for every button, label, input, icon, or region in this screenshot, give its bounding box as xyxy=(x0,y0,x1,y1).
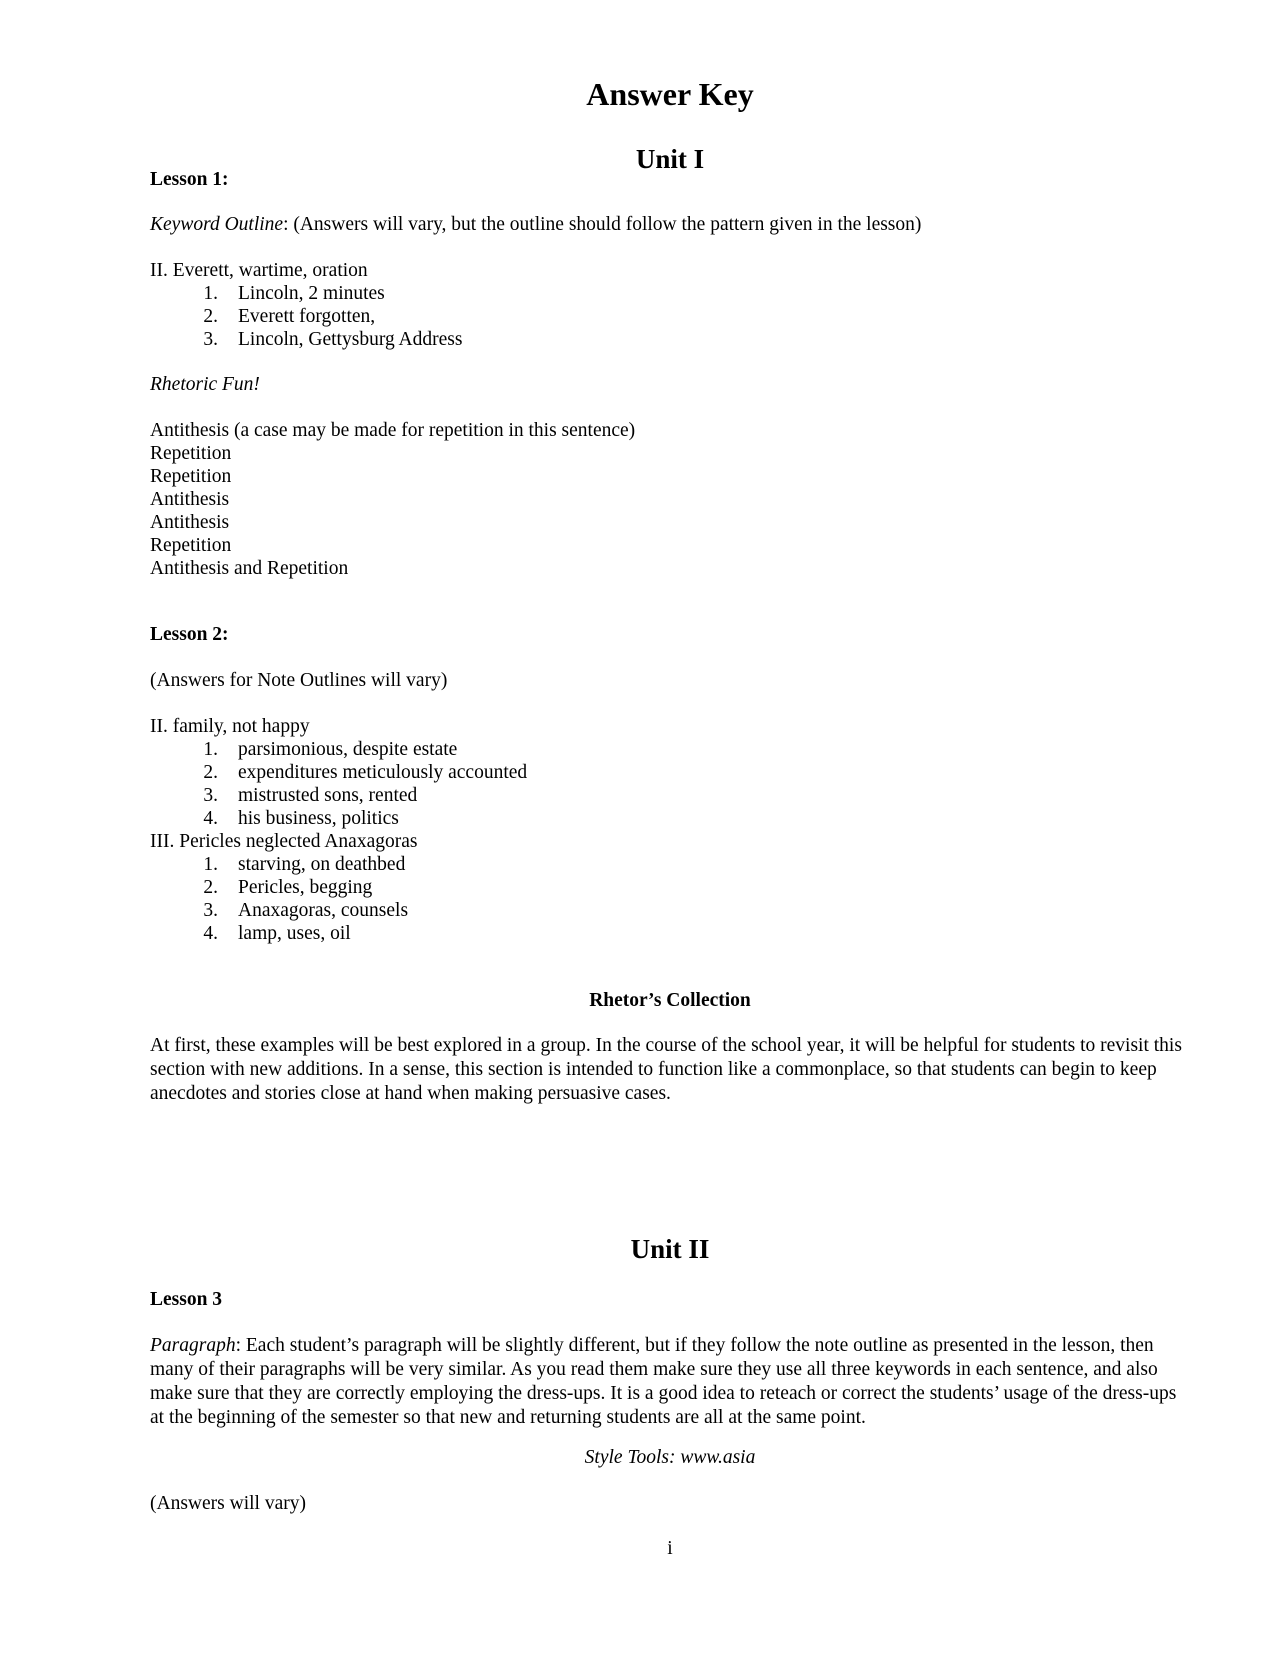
lesson-3-label: Lesson 3 xyxy=(150,1289,223,1310)
outline-item: 3. Lincoln, Gettysburg Address xyxy=(203,329,463,350)
rhetoric-answer: Repetition xyxy=(150,466,232,487)
rhetoric-answer: Antithesis and Repetition xyxy=(150,558,349,579)
outline-item: 2. expenditures meticulously accounted xyxy=(203,762,528,783)
unit-1-heading: Unit I xyxy=(635,144,705,174)
outline-item: 3. mistrusted sons, rented xyxy=(203,785,418,806)
paragraph-label: Paragraph xyxy=(150,1335,236,1356)
rhetors-collection-heading: Rhetor’s Collection xyxy=(589,990,751,1011)
note-outlines-text: (Answers for Note Outlines will vary) xyxy=(150,670,448,691)
lesson-2-label: Lesson 2: xyxy=(150,624,229,645)
rhetoric-answer: Antithesis xyxy=(150,489,230,510)
paragraph-text: : Each student’s paragraph will be slightly different, but if they follow the note outline as presented in the lesson, then many of their paragraphs will be very similar. As you read them make sure they use all three keywords in each sentence, and also make sure that they are correctly employing the dress-ups. It is a good idea to reteach or correct the students’ usage of the dress-ups at the beginning of the semester so that new and returning students are all at the same point. xyxy=(150,1335,1177,1428)
outline-item: 1. parsimonious, despite estate xyxy=(203,739,458,760)
outline-item: 2. Everett forgotten, xyxy=(203,306,376,327)
rhetoric-fun-label: Rhetoric Fun! xyxy=(150,374,260,395)
style-tools-line: Style Tools: www.asia xyxy=(584,1447,756,1468)
outline-item: 3. Anaxagoras, counsels xyxy=(203,900,409,921)
rhetoric-answer: Repetition xyxy=(150,535,232,556)
page-title: Answer Key xyxy=(586,76,754,112)
lesson-1-label: Lesson 1: xyxy=(150,169,229,190)
outline-item: 1. Lincoln, 2 minutes xyxy=(203,283,385,304)
outline-heading: II. Everett, wartime, oration xyxy=(150,260,368,281)
rhetoric-answer: Antithesis (a case may be made for repetition in this sentence) xyxy=(150,420,636,441)
keyword-outline-line xyxy=(150,213,921,237)
outline-item: 4. lamp, uses, oil xyxy=(203,923,351,944)
unit-2-heading: Unit II xyxy=(630,1234,710,1264)
rhetors-collection-paragraph: At first, these examples will be best explored in a group. In the course of the school year, it will be helpful for students to revisit this section with new additions. In a sense, this section is intended to function like a commonplace, so that students can begin to keep anecdotes and stories close at hand when making persuasive cases. xyxy=(150,1035,1182,1104)
outline-item: 2. Pericles, begging xyxy=(203,877,373,898)
paragraph-instructions xyxy=(150,1334,1190,1430)
outline-item: 4. his business, politics xyxy=(203,808,399,829)
outline-heading: II. family, not happy xyxy=(150,716,310,737)
keyword-outline-text: : (Answers will vary, but the outline should follow the pattern given in the lesson) xyxy=(283,214,922,235)
page-number: i xyxy=(667,1538,673,1559)
outline-heading: III. Pericles neglected Anaxagoras xyxy=(150,831,418,852)
outline-item: 1. starving, on deathbed xyxy=(203,854,406,875)
keyword-outline-label: Keyword Outline xyxy=(150,214,284,235)
rhetoric-answer: Antithesis xyxy=(150,512,230,533)
rhetoric-answer: Repetition xyxy=(150,443,232,464)
answers-vary-text: (Answers will vary) xyxy=(150,1493,306,1514)
